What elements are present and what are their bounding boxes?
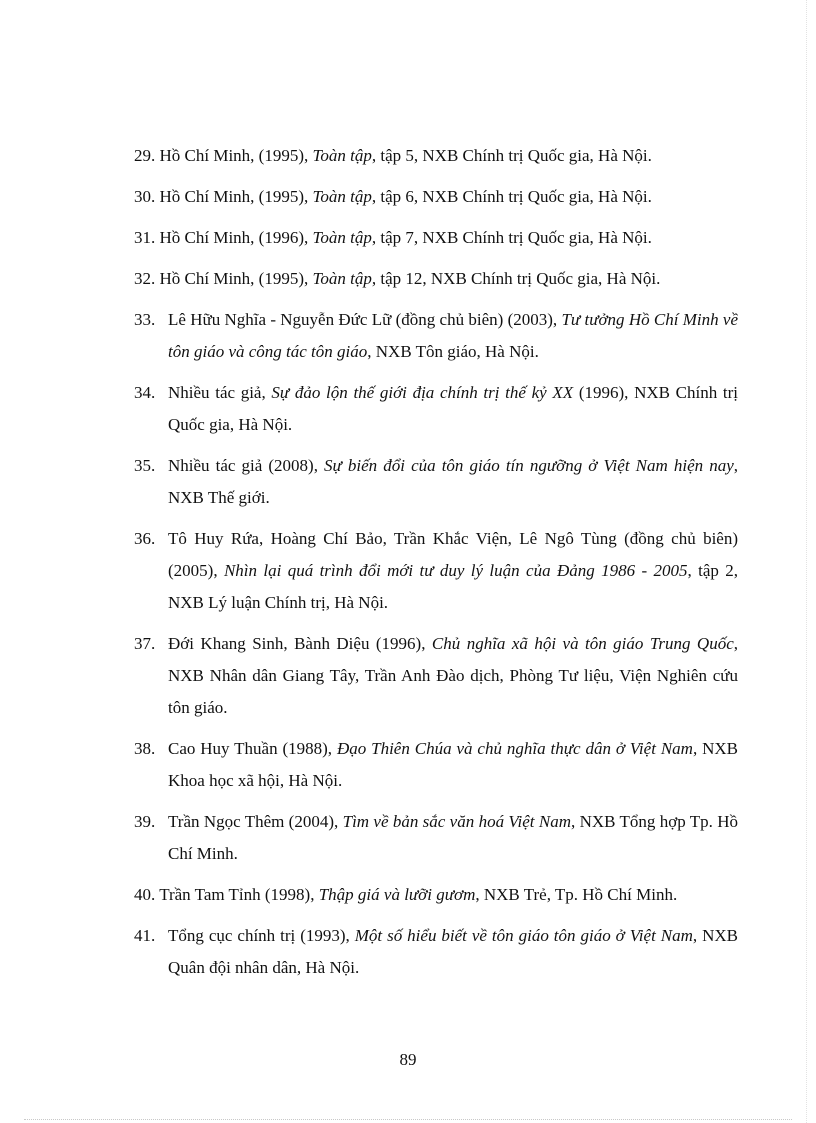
reference-item — [134, 140, 738, 172]
page-number: 89 — [399, 1050, 417, 1069]
reference-item — [134, 181, 738, 213]
reference-title: Sự biến đổi của tôn giáo tín ngưỡng ở Việt Nam hiện nay — [324, 456, 734, 475]
reference-item — [134, 628, 738, 724]
reference-number: 30. — [134, 187, 156, 206]
reference-list — [134, 140, 738, 993]
reference-authors: Hồ Chí Minh, (1995), — [155, 146, 313, 165]
reference-title: Đạo Thiên Chúa và chủ nghĩa thực dân ở Việt Nam — [336, 739, 693, 758]
reference-number: 38. — [134, 739, 156, 758]
reference-publisher: , NXB Nhân dân Giang Tây, Trần Anh Đào dịch, Phòng Tư liệu, Viện Nghiên cứu tôn giáo. — [168, 634, 739, 717]
reference-authors: Trần Tam Tỉnh (1998), — [155, 885, 319, 904]
reference-authors: Lê Hữu Nghĩa - Nguyễn Đức Lữ (đồng chủ biên) (2003), — [168, 310, 562, 329]
reference-item — [134, 222, 738, 254]
reference-authors: Nhiều tác giả (2008), — [168, 456, 325, 475]
reference-number: 35. — [134, 456, 156, 475]
reference-item — [134, 523, 738, 619]
reference-title: Tư tưởng Hồ Chí Minh về tôn giáo và công tác tôn giáo — [168, 310, 738, 361]
reference-publisher: , NXB Trẻ, Tp. Hồ Chí Minh. — [475, 885, 678, 904]
reference-publisher: , tập 2, NXB Lý luận Chính trị, Hà Nội. — [168, 561, 738, 612]
reference-publisher: , tập 5, NXB Chính trị Quốc gia, Hà Nội. — [371, 146, 652, 165]
reference-title: Toàn tập — [312, 269, 372, 288]
reference-authors: Cao Huy Thuần (1988), — [168, 739, 337, 758]
page-bottom-border — [24, 1119, 792, 1120]
reference-item — [134, 304, 738, 368]
reference-authors: Hồ Chí Minh, (1996), — [155, 228, 313, 247]
reference-number: 37. — [134, 634, 156, 653]
reference-title: Toàn tập — [312, 228, 372, 247]
reference-authors: Trần Ngọc Thêm (2004), — [168, 812, 343, 831]
reference-authors: Tổng cục chính trị (1993), — [168, 926, 355, 945]
reference-item — [134, 450, 738, 514]
reference-number: 40. — [134, 885, 156, 904]
reference-publisher: , tập 7, NXB Chính trị Quốc gia, Hà Nội. — [371, 228, 652, 247]
reference-title: Chủ nghĩa xã hội và tôn giáo Trung Quốc — [431, 634, 734, 653]
reference-item — [134, 806, 738, 870]
reference-publisher: , tập 6, NXB Chính trị Quốc gia, Hà Nội. — [371, 187, 652, 206]
reference-number: 34. — [134, 383, 156, 402]
reference-title: Sự đảo lộn thế giới địa chính trị thế kỷ XX — [271, 383, 574, 402]
reference-publisher: , NXB Thế giới. — [168, 456, 738, 507]
reference-authors: Tô Huy Rứa, Hoàng Chí Bảo, Trần Khắc Viện, Lê Ngô Tùng (đồng chủ biên) (2005), — [168, 529, 738, 580]
reference-title: Toàn tập — [312, 146, 372, 165]
reference-title: Nhìn lại quá trình đổi mới tư duy lý luận của Đảng 1986 - 2005 — [223, 561, 688, 580]
reference-number: 39. — [134, 812, 156, 831]
reference-title: Một số hiểu biết về tôn giáo tôn giáo ở Việt Nam — [354, 926, 693, 945]
reference-number: 41. — [134, 926, 156, 945]
reference-number: 32. — [134, 269, 156, 288]
reference-number: 29. — [134, 146, 156, 165]
reference-publisher: , NXB Tôn giáo, Hà Nội. — [367, 342, 539, 361]
reference-publisher: , tập 12, NXB Chính trị Quốc gia, Hà Nội. — [371, 269, 661, 288]
reference-publisher: , NXB Tổng hợp Tp. Hồ Chí Minh. — [168, 812, 739, 863]
page-right-border — [806, 0, 807, 1123]
reference-item — [134, 879, 738, 911]
reference-number: 36. — [134, 529, 156, 548]
reference-item — [134, 263, 738, 295]
reference-publisher: , NXB Quân đội nhân dân, Hà Nội. — [168, 926, 738, 977]
reference-publisher: (1996), NXB Chính trị Quốc gia, Hà Nội. — [168, 383, 738, 434]
reference-authors: Hồ Chí Minh, (1995), — [155, 187, 313, 206]
reference-publisher: , NXB Khoa học xã hội, Hà Nội. — [168, 739, 738, 790]
reference-number: 33. — [134, 310, 156, 329]
reference-authors: Đới Khang Sinh, Bành Diệu (1996), — [168, 634, 432, 653]
reference-title: Toàn tập — [312, 187, 372, 206]
reference-authors: Nhiều tác giả, — [168, 383, 272, 402]
reference-item — [134, 377, 738, 441]
reference-title: Tìm về bản sắc văn hoá Việt Nam — [342, 812, 571, 831]
reference-number: 31. — [134, 228, 156, 247]
reference-authors: Hồ Chí Minh, (1995), — [155, 269, 313, 288]
reference-item — [134, 733, 738, 797]
reference-item — [134, 920, 738, 984]
reference-title: Thập giá và lưỡi gươm — [318, 885, 476, 904]
